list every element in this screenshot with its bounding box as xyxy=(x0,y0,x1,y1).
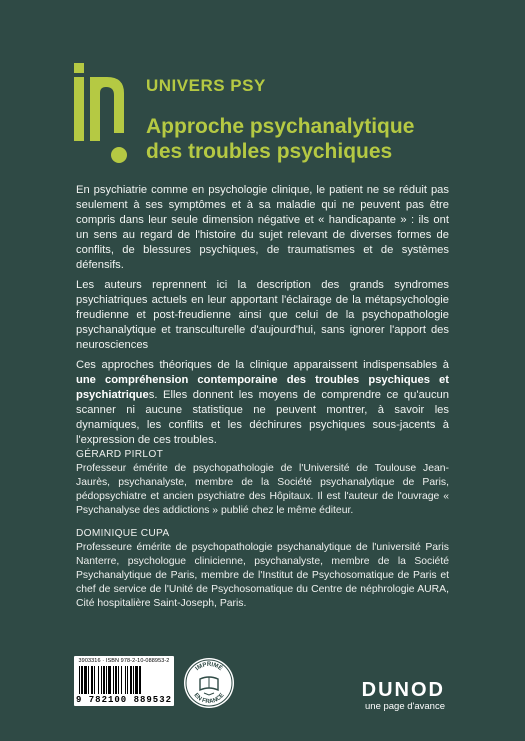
barcode-bar xyxy=(103,666,105,694)
blurb-paragraph-2: Les auteurs reprennent ici la description des grands syndromes psychiatriques actuels en leur apportant l'éclairage de la métapsychologie freudienne et post-freudienne ainsi que celui de la psychopathologie psychanalytique et transculturelle d'aujourd'hui, sans ignorer l'apport des neurosciences xyxy=(76,279,449,351)
barcode-bar xyxy=(130,666,132,694)
barcode-bar xyxy=(101,666,102,694)
author-block xyxy=(76,527,449,611)
book-title xyxy=(146,114,506,164)
barcode-bar xyxy=(139,666,141,694)
book-title-line-1: Approche psychanalytique xyxy=(146,115,415,138)
seal-top-text: IMPRIMÉ xyxy=(194,662,224,673)
author-bios xyxy=(76,448,449,620)
blurb-paragraph-1: En psychiatrie comme en psychologie clinique, le patient ne se réduit pas seulement à ses symptômes et à sa maladie qui ne peuvent pas être compris dans leur seule dimension négative et « handicapante » : ils ont un sens au regard de l'histoire du sujet relevant de diverses formes de conflits, de blessures psychiques, de traumatismes et de systèmes défensifs. xyxy=(76,184,449,271)
author-block xyxy=(76,448,449,518)
barcode-bar xyxy=(113,666,114,694)
barcode-bar xyxy=(135,666,138,694)
printed-in-france-seal-icon xyxy=(183,657,235,709)
barcode-bar xyxy=(98,666,99,694)
barcode-bar xyxy=(84,666,87,694)
collection-name: UNIVERS PSY xyxy=(146,76,266,95)
isbn-text: 3903316 · ISBN 978-2-10-088953-2 xyxy=(78,658,170,664)
barcode-bar xyxy=(106,666,107,694)
author-name: GÉRARD PIRLOT xyxy=(76,449,164,460)
barcode-bar xyxy=(115,666,117,694)
blurb-p3-start: Ces approches théoriques de la clinique apparaissent indispensables à xyxy=(76,359,449,371)
publisher-logo xyxy=(362,680,445,712)
blurb-paragraph-3 xyxy=(76,358,449,448)
barcode-bar xyxy=(118,666,119,694)
author-name: DOMINIQUE CUPA xyxy=(76,528,170,539)
barcode-bar xyxy=(88,666,89,694)
barcode-bar xyxy=(127,666,128,694)
publisher-tagline: une page d'avance xyxy=(365,701,445,712)
blurb xyxy=(76,183,449,453)
barcode-number: 9 782100 889532 xyxy=(75,695,172,705)
blurb-p3-highlight: une compréhension contemporaine des troubles psychiques et psychiatrique xyxy=(76,374,449,401)
barcode-bar xyxy=(79,666,80,694)
barcode-bar xyxy=(81,666,83,694)
author-bio: Professeur émérite de psychopathologie de l'Université de Toulouse Jean-Jaurès, psychanalyste, membre de la Société psychanalytique de Paris, pédopsychiatre et ancien psychiatre des Hôpitaux. Il est l'auteur de l'ouvrage « Psychanalyse des addictions » publié chez le même éditeur. xyxy=(76,463,449,516)
barcode-bar xyxy=(108,666,111,694)
barcode-bar xyxy=(94,666,95,694)
publisher-name: DUNOD xyxy=(361,679,445,701)
book-title-line-2: des troubles psychiques xyxy=(146,140,393,163)
barcode-bar xyxy=(125,666,126,694)
barcode-bars xyxy=(77,666,171,694)
isbn-barcode xyxy=(74,656,174,706)
barcode-bar xyxy=(91,666,93,694)
barcode-bar xyxy=(133,666,134,694)
author-bio: Professeure émérite de psychopathologie psychanalytique de l'université Paris Nanterre, psychologue clinicienne, psychanalyste, membre de la Société Psychanalytique de Paris, membre de l'Institut de Psychosomatique de Paris et chef de service de l'Unité de Psychosomatique du Centre de néphrologie AURA, Cité hospitalière Saint-Joseph, Paris. xyxy=(76,542,449,609)
seal-bottom-text: EN FRANCE xyxy=(192,692,226,706)
blurb-p3-end: s. Elles donnent les moyens de comprendre ce qu'aucun scanner ni aucune statistique ne peuvent montrer, à savoir les dynamiques, les conflits et les déchirures psychiques sous-jacents à l'expression de ces troubles. xyxy=(76,389,449,446)
barcode-bar xyxy=(121,666,122,694)
universpsy-logo-icon xyxy=(74,63,132,165)
